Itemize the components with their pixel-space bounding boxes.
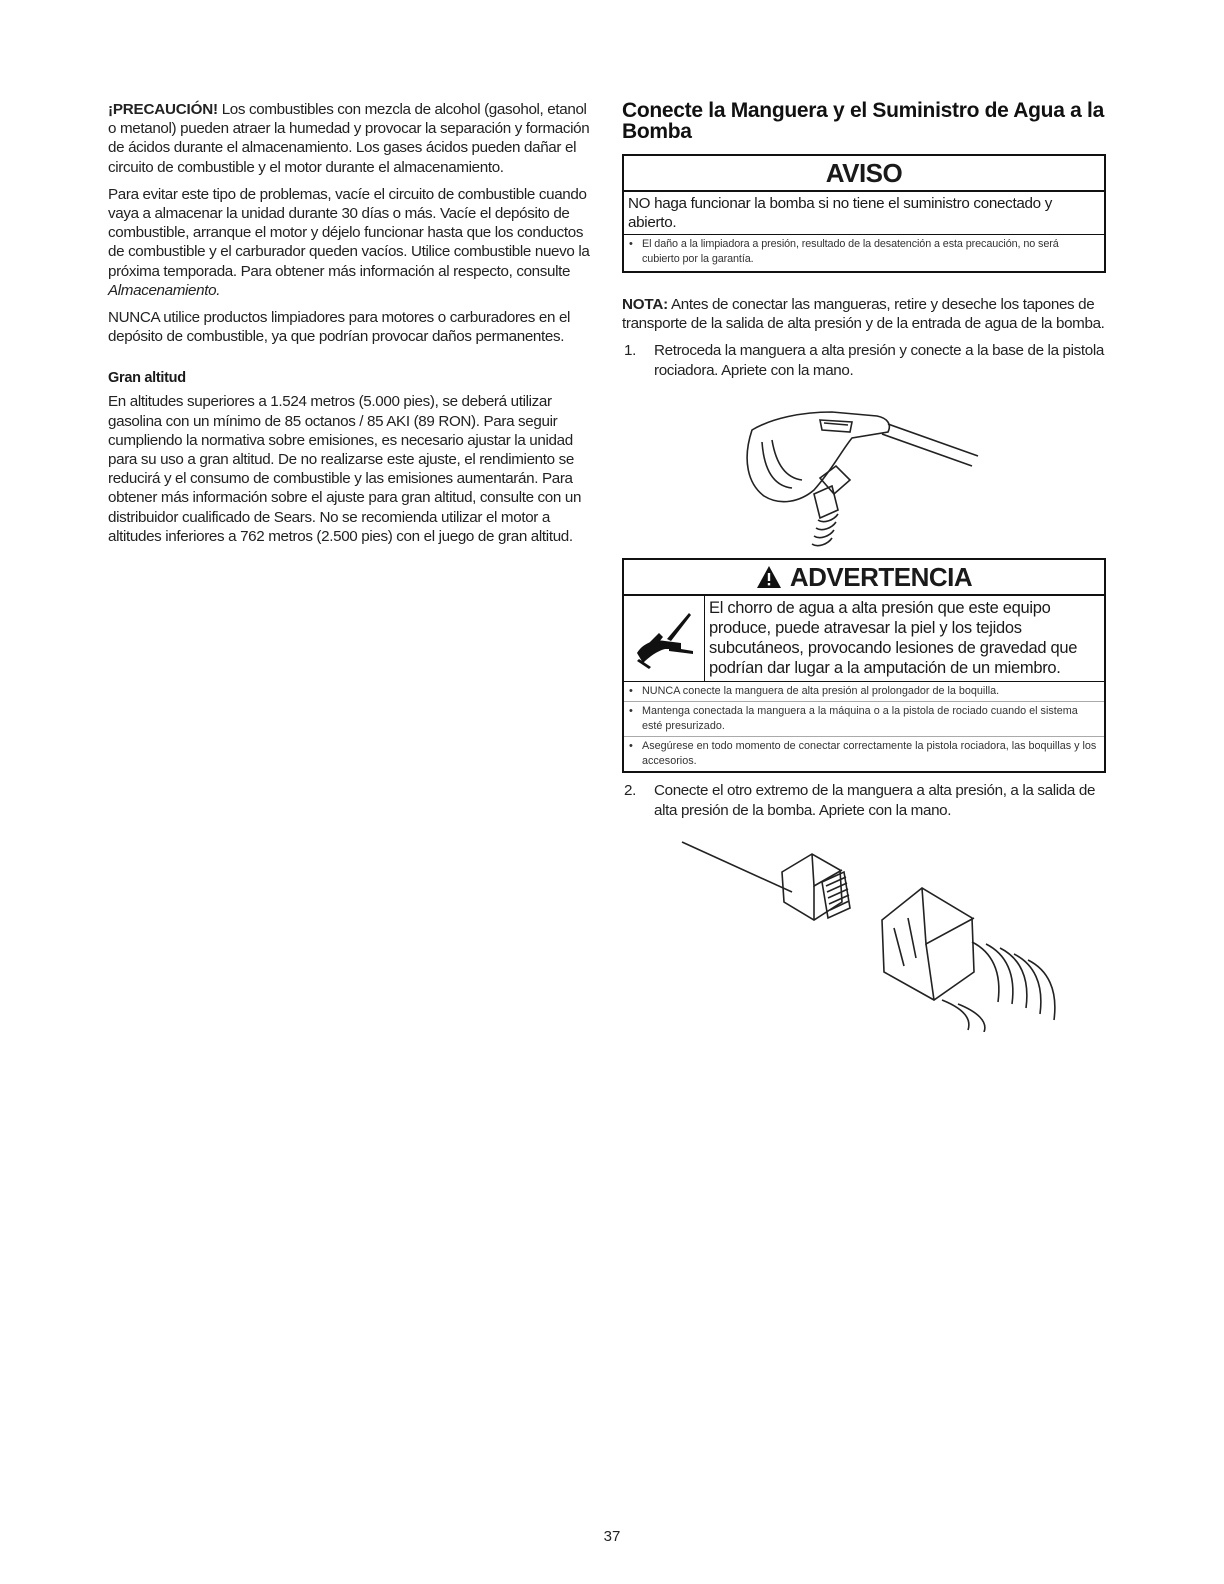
step-1-text: Retroceda la manguera a alta presión y conecte a la base de la pistola rociadora. Apriete con la mano. bbox=[654, 342, 1104, 379]
right-column bbox=[622, 100, 1106, 1042]
cleaner-warning-paragraph: NUNCA utilice productos limpiadores para motores o carburadores en el depósito de combustible, ya que podrían provocar daños permanentes. bbox=[108, 309, 571, 346]
spray-gun-figure bbox=[622, 390, 1106, 550]
steps-list-1 bbox=[622, 341, 1106, 379]
storage-text: Para evitar este tipo de problemas, vacíe el circuito de combustible cuando vaya a almacenar la unidad durante 30 días o más. Vacíe el depósito de combustible, arranque el motor y déjelo funcionar hasta que los conductos de combustible y el carburador queden vacíos. Utilice combustible nuevo la próxima temporada. Para obtener más información al respecto, consulte bbox=[108, 185, 590, 280]
left-column bbox=[108, 100, 594, 546]
warning-title: ADVERTENCIA bbox=[789, 561, 973, 592]
injection-hazard-icon bbox=[629, 603, 699, 673]
nota-label: NOTA: bbox=[622, 296, 668, 313]
warning-text: El chorro de agua a alta presión que este equipo produce, puede atravesar la piel y los tejidos subcutáneos, provocando lesiones de gravedad que podrían dar lugar a la amputación de un miembro. bbox=[709, 598, 1078, 677]
step-2 bbox=[622, 781, 1106, 819]
nota-paragraph bbox=[622, 295, 1106, 333]
nota-text: Antes de conectar las mangueras, retire y deseche los tapones de transporte de la salida de alta presión y de la entrada de agua de la bomba. bbox=[622, 296, 1105, 333]
warning-bullet: • Asegúrese en todo momento de conectar correctamente la pistola rociadora, las boquillas y los accesorios. bbox=[624, 737, 1104, 771]
section-title: Conecte la Manguera y el Suministro de Agua a la Bomba bbox=[622, 99, 1104, 143]
warning-triangle-icon bbox=[756, 565, 782, 589]
altitude-paragraph: En altitudes superiores a 1.524 metros (5.000 pies), se deberá utilizar gasolina con un mínimo de 85 octanos / 85 AKI (89 RON). Para seguir cumpliendo la normativa sobre emisiones, es necesario ajustar la unidad para su uso a gran altitud. De no realizarse este ajuste, el rendimiento se reducirá y el consumo de combustible y las emisiones aumentarán. Para obtener más información sobre el ajuste para gran altitud, consulte con un distribuidor cualificado de Sears. No se recomienda utilizar el motor a altitudes inferiores a 762 metros (2.500 pies) con el juego de gran altitud. bbox=[108, 393, 582, 545]
step-1 bbox=[622, 341, 1106, 379]
storage-paragraph bbox=[108, 185, 594, 300]
warning-box bbox=[622, 558, 1106, 774]
notice-header: AVISO bbox=[624, 156, 1104, 192]
warning-pictogram bbox=[624, 596, 705, 681]
warning-row bbox=[624, 596, 1104, 682]
notice-body: NO haga funcionar la bomba si no tiene el suministro conectado y abierto. bbox=[624, 192, 1104, 235]
notice-box bbox=[622, 154, 1106, 273]
altitude-heading: Gran altitud bbox=[108, 370, 186, 387]
notice-bullet: • El daño a la limpiadora a presión, resultado de la desatención a esta precaución, no será cubierto por la garantía. bbox=[624, 235, 1104, 271]
caution-paragraph bbox=[108, 100, 594, 177]
warning-bullet: • Mantenga conectada la manguera a la máquina o a la pistola de rociado cuando el sistema esté presurizado. bbox=[624, 702, 1104, 737]
spray-gun-illustration bbox=[702, 390, 982, 550]
caution-text: Los combustibles con mezcla de alcohol (gasohol, etanol o metanol) pueden atraer la humedad y provocar la separación y formación de ácidos durante el almacenamiento. Los gases ácidos pueden dañar el circuito de combustible y el motor durante el almacenamiento. bbox=[108, 101, 590, 176]
hose-connection-illustration bbox=[672, 832, 1072, 1032]
step-1-number: 1. bbox=[624, 342, 636, 360]
storage-reference: Almacenamiento. bbox=[108, 281, 221, 299]
caution-label: ¡PRECAUCIÓN! bbox=[108, 101, 218, 118]
steps-list-2 bbox=[622, 781, 1106, 819]
page-number: 37 bbox=[603, 1528, 621, 1545]
step-2-text: Conecte el otro extremo de la manguera a alta presión, a la salida de alta presión de la bomba. Apriete con la mano. bbox=[654, 782, 1096, 819]
warning-bullet: • NUNCA conecte la manguera de alta presión al prolongador de la boquilla. bbox=[624, 682, 1104, 703]
pump-outlet-figure bbox=[622, 832, 1106, 1042]
step-2-number: 2. bbox=[624, 782, 636, 800]
warning-header bbox=[624, 560, 1104, 596]
